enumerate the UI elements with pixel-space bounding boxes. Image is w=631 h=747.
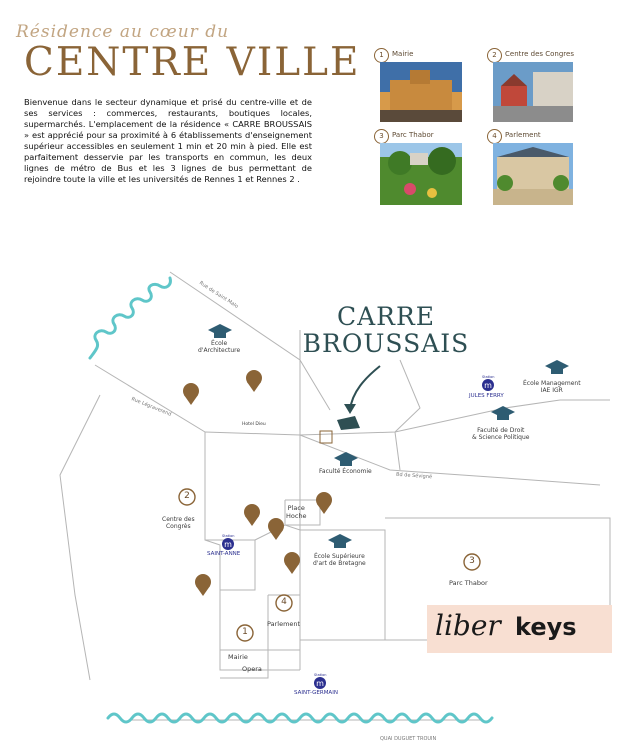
photo-label: Mairie bbox=[392, 50, 414, 58]
svg-text:m: m bbox=[316, 679, 324, 688]
label-art: École Supérieure d'art de Bretagne bbox=[313, 553, 366, 567]
street-saint-malo: Rue de Saint Malo bbox=[198, 280, 240, 310]
photo-label: Centre des Congres bbox=[505, 50, 574, 58]
photo-number: 1 bbox=[374, 48, 389, 63]
river-wave bbox=[108, 714, 492, 722]
wave-decoration bbox=[90, 278, 170, 358]
label-jules-ferry: JULES FERRY bbox=[469, 393, 504, 399]
label-management: École Management IAE IGR bbox=[523, 380, 581, 394]
label-station: Station bbox=[482, 375, 495, 379]
residence-title: CARRE BROUSSAIS bbox=[302, 302, 470, 358]
photo-number: 4 bbox=[487, 129, 502, 144]
label-congres: Centre des Congrès bbox=[162, 516, 195, 530]
label-station: Station bbox=[222, 534, 235, 538]
label-sainte-anne: SAINT-ANNE bbox=[207, 551, 241, 557]
label-parc-thabor: Parc Thabor bbox=[449, 579, 488, 587]
label-parlement: Parlement bbox=[267, 620, 301, 628]
label-station: Station bbox=[314, 673, 327, 677]
photo-label: Parlement bbox=[505, 131, 541, 139]
header-subtitle: Résidence au cœur du bbox=[16, 22, 230, 42]
label-droit: Faculté de Droit & Science Politique bbox=[472, 427, 530, 441]
svg-text:m: m bbox=[484, 381, 492, 390]
street-legraverend: Rue Légraverend bbox=[130, 396, 173, 418]
street-sevigne: Bd de Sévigné bbox=[395, 471, 433, 481]
photo-number: 3 bbox=[374, 129, 389, 144]
marker-number: 1 bbox=[242, 627, 248, 637]
liberkeys-logo: liber keys bbox=[427, 605, 612, 653]
marker-number: 4 bbox=[281, 597, 287, 607]
residence-marker bbox=[337, 416, 360, 430]
marker-number: 3 bbox=[469, 556, 475, 566]
photo-number: 2 bbox=[487, 48, 502, 63]
street-quai: QUAI DUGUET TROUIN bbox=[380, 736, 437, 742]
photo-label: Parc Thabor bbox=[392, 131, 434, 139]
label-saint-germain: SAINT-GERMAIN bbox=[294, 690, 338, 696]
marker-number: 2 bbox=[184, 491, 190, 501]
label-hotel-dieu: Hotel Dieu bbox=[242, 422, 266, 427]
label-economie: Faculté Économie bbox=[319, 468, 372, 475]
label-place-hoche: Place Hoche bbox=[286, 504, 307, 520]
label-mairie: Mairie bbox=[228, 653, 248, 661]
svg-text:m: m bbox=[224, 540, 232, 549]
intro-paragraph: Bienvenue dans le secteur dynamique et prisé du centre-ville et de ses services : commerces, restaurants, boutiques locales, supermarchés. L'emplacement de la résidence « CARRE BROUSSAIS » est apprécié pour sa proximité à 6 établissements d'enseignement supérieur accessibles en seulement 1 min et 20 min à pied. Elle est parfaitement desservie par les transports en commun, les deux lignes de métro de Bus et les 3 lignes de bus permettant de rejoindre toute la ville et les universités de Rennes 1 et Rennes 2 . bbox=[24, 97, 312, 184]
label-opera: Opera bbox=[242, 665, 262, 673]
label-architecture: École d'Architecture bbox=[198, 340, 241, 354]
page-title: CENTRE VILLE bbox=[24, 40, 361, 85]
